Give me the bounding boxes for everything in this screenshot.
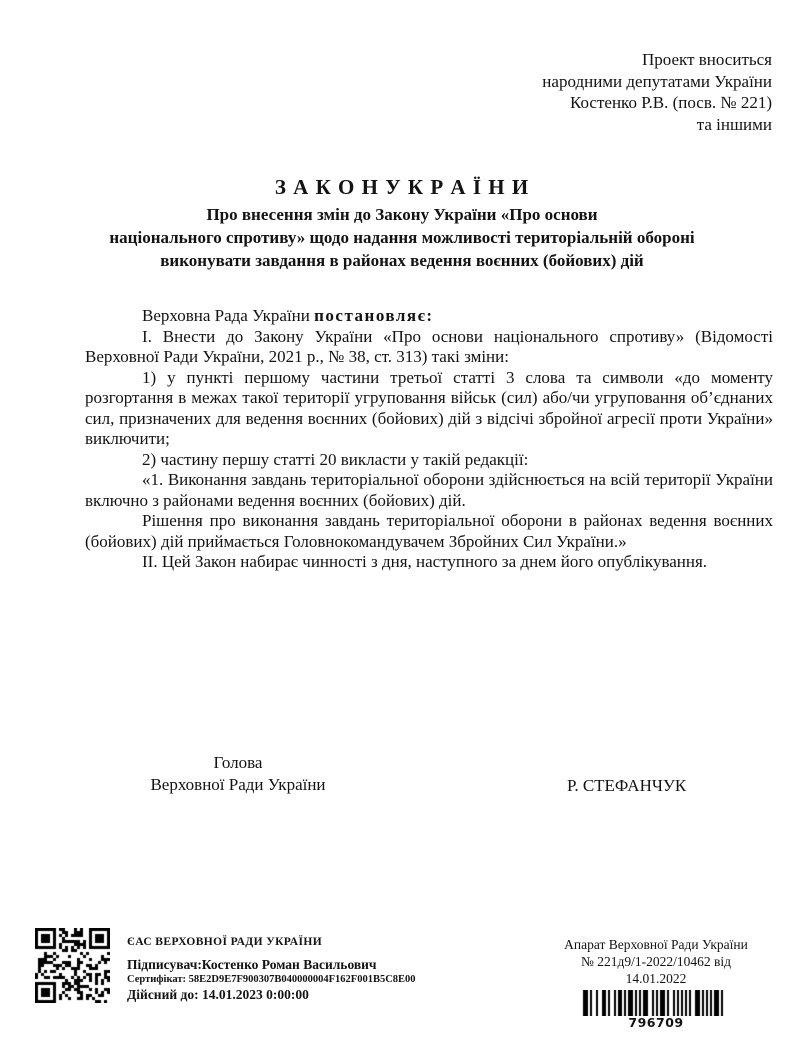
paragraph: 2) частину першу статті 20 викласти у такій редакції: bbox=[142, 449, 529, 469]
barcode-number: 796709 bbox=[628, 1015, 684, 1030]
law-subtitle-line: виконувати завдання в районах ведення воєнних (бойових) дій bbox=[160, 251, 644, 270]
reg-number-line: № 221д9/1-2022/10462 від 14.01.2022 bbox=[581, 954, 731, 986]
paragraph: І. Внести до Закону України «Про основи національного спротиву» (Відомості Верховної Ради України, 2021 р., № 38, ст. 313) такі зміни: bbox=[85, 326, 773, 366]
certificate-line: Сертифікат: 58E2D9E7F900307B040000004F162F001B5C8E00 bbox=[127, 974, 416, 985]
signature-name: Р. СТЕФАНЧУК bbox=[567, 776, 687, 795]
law-heading: З А К О Н У К Р А Ї Н И bbox=[274, 175, 530, 199]
paragraph: 1) у пункті першому частини третьої статті 3 слова та символи «до моменту розгортання в межах такої території угруповання військ (сил) або/чи угруповання об’єднаних сил, призначених для ведення воєнних (бойових) дій з відсічі збройної агресії проти України» виключити; bbox=[85, 367, 773, 448]
paragraph: ІІ. Цей Закон набирає чинності з дня, наступного за днем його опублікування. bbox=[142, 552, 708, 571]
law-subtitle-line: Про внесення змін до Закону України «Про основи bbox=[206, 205, 598, 224]
resolution-verb: постановляє: bbox=[314, 306, 434, 325]
document-body bbox=[85, 306, 773, 573]
paragraph: «1. Виконання завдань територіальної оборони здійснюється на всій території України включно з районами ведення воєнних (бойових) дій. bbox=[85, 470, 773, 510]
resolution-prefix: Верховна Рада України bbox=[142, 306, 315, 325]
barcode-image bbox=[581, 990, 731, 1016]
barcode-icon bbox=[556, 990, 756, 1016]
office-line: Апарат Верховної Ради України bbox=[564, 937, 748, 952]
law-subtitle-line: національного спротиву» щодо надання можливості територіальній обороні bbox=[109, 228, 695, 247]
validity-line: Дійсний до: 14.01.2023 0:00:00 bbox=[127, 987, 309, 1002]
law-subtitle bbox=[52, 203, 752, 272]
eas-label: ЄАС ВЕРХОВНОЇ РАДИ УКРАЇНИ bbox=[127, 936, 323, 948]
signature-position-line: Голова bbox=[213, 753, 263, 772]
signature-position-line: Верховної Ради України bbox=[150, 774, 326, 794]
submitter-note-line: Проект вноситься bbox=[642, 50, 772, 69]
registration-stamp bbox=[556, 936, 756, 1030]
signer-line: Підписувач:Костенко Роман Васильович bbox=[127, 957, 377, 972]
submitter-note bbox=[542, 49, 772, 135]
submitter-note-line: Костенко Р.В. (посв. № 221) bbox=[570, 93, 772, 112]
title-block bbox=[52, 174, 752, 272]
submitter-note-line: та іншими bbox=[696, 114, 772, 134]
resolution-paragraph bbox=[85, 306, 773, 327]
paragraph: Рішення про виконання завдань територіальної оборони в районах ведення воєнних (бойових) дій приймається Головнокомандувачем Збройних Сил України.» bbox=[85, 511, 773, 551]
signature-position bbox=[140, 752, 336, 795]
submitter-note-line: народними депутатами України bbox=[542, 71, 772, 91]
qr-code-icon bbox=[35, 928, 110, 1003]
